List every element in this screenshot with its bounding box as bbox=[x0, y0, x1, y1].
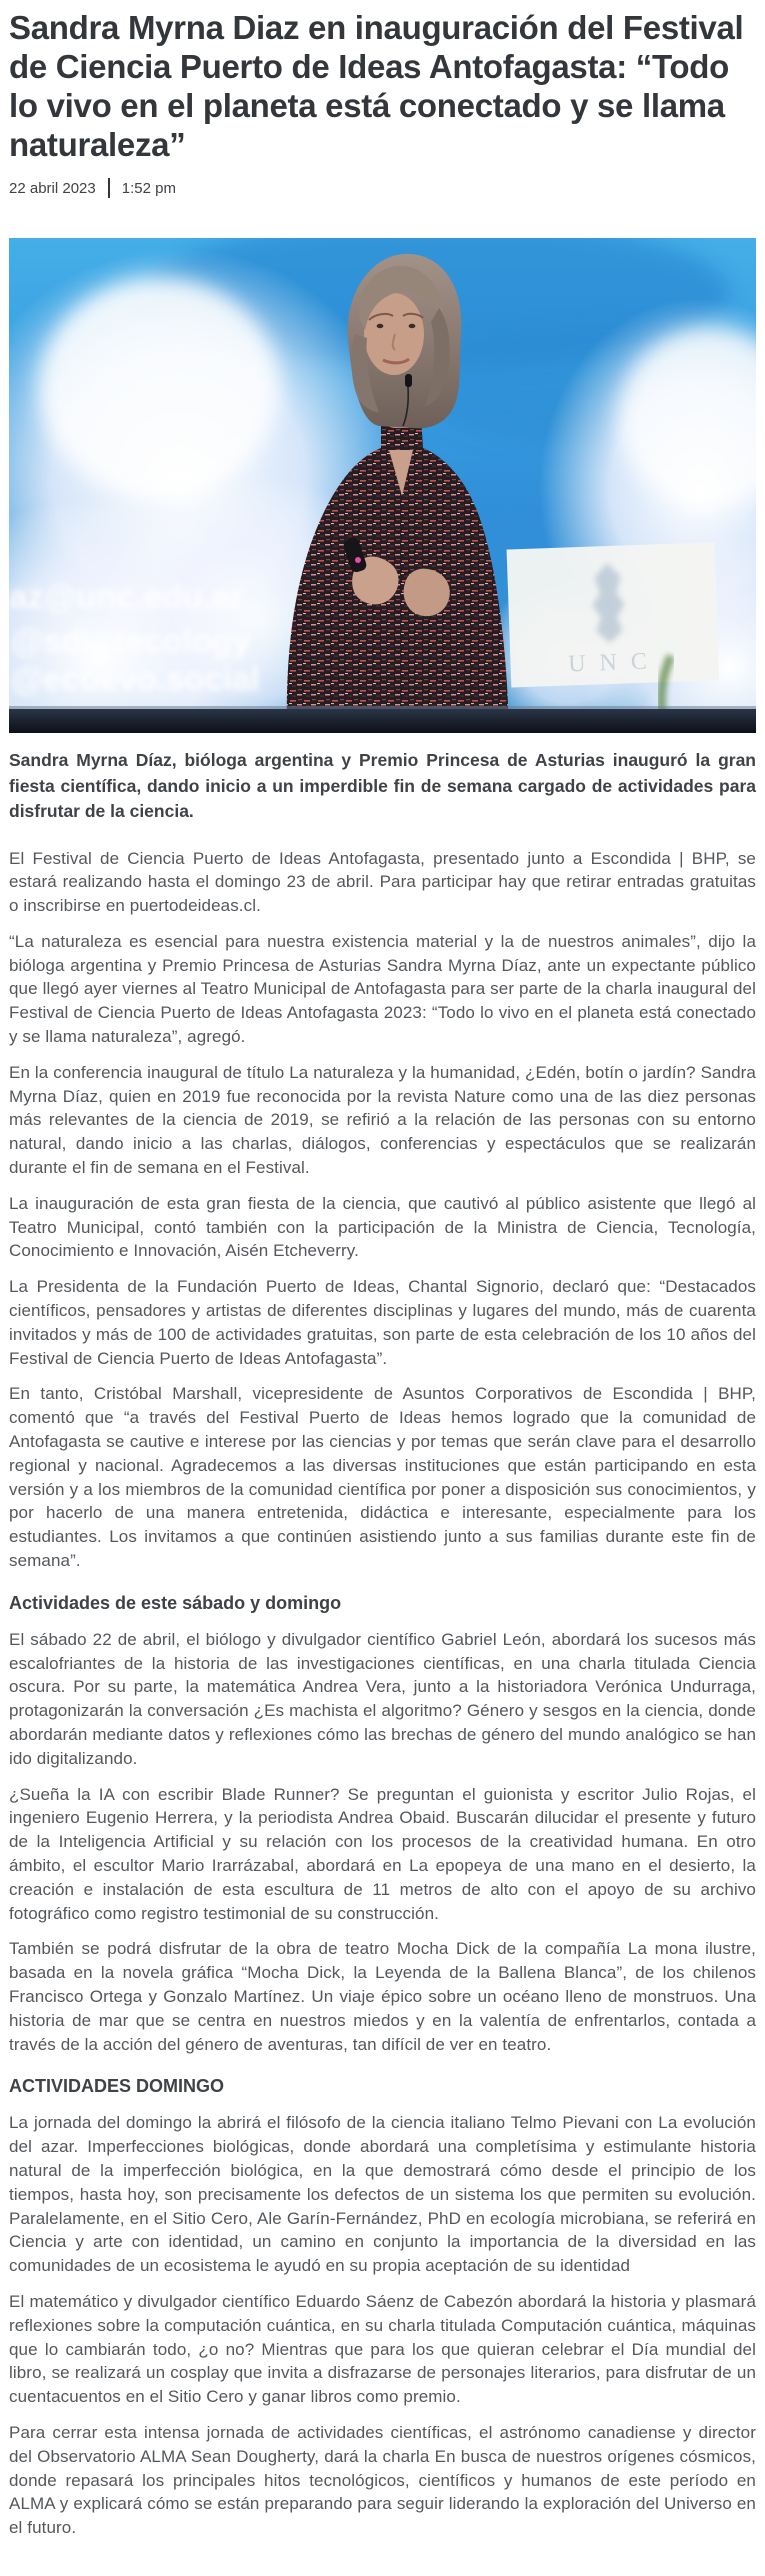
body-paragraph: La jornada del domingo la abrirá el filósofo de la ciencia italiano Telmo Pievani con La evolución del azar. Imperfecciones biológicas, donde abordará una completísima y estimulante historia natural de la imperfección biológica, en la que demostrará cómo desde el principio de los tiempos, hasta hoy, son precisamente los defectos de un sistema los que permiten su evolución. Paralelamente, en el Sitio Cero, Ale Garín-Fernández, PhD en ecología microbiana, se referirá en Ciencia y arte con identidad, un camino en conjunto la importancia de la diversidad en las comunidades de un ecosistema le ayudó en su propia aceptación de su identidad bbox=[9, 2113, 756, 2276]
overlay-twitter: @sdiazecology bbox=[11, 622, 251, 659]
body-paragraph: El sábado 22 de abril, el biólogo y divulgador científico Gabriel León, abordará los sucesos más escalofriantes de la historia de las investigaciones científicas, en una charla titulada Ciencia oscura. Por su parte, la matemática Andrea Vera, junto a la historiadora Verónica Undurraga, protagonizarán la conversación ¿Es machista el algoritmo? Género y sesgos en la ciencia, donde abordarán mediante datos y reflexiones cómo las brechas de género del mundo analógico se han ido digitalizando. bbox=[9, 1629, 756, 1768]
publish-date: 22 abril 2023 bbox=[9, 179, 96, 197]
body-paragraph: La inauguración de esta gran fiesta de la ciencia, que cautivó al público asistente que llegó al Teatro Municipal, contó también con la participación de la Ministra de Ciencia, Tecnología, Conocimiento e Innovación, Aisén Etcheverry. bbox=[9, 1193, 756, 1261]
body-paragraph: Para cerrar esta intensa jornada de actividades científicas, el astrónomo canadiense y director del Observatorio ALMA Sean Dougherty, dará la charla En busca de nuestros orígenes cósmicos, donde repasará los principales hitos tecnológicos, científicos y humanos de este período en ALMA y explicará cómo se están preparando para seguir liderando la exploración del Universo en el futuro. bbox=[9, 2422, 756, 2538]
body-paragraph: El matemático y divulgador científico Eduardo Sáenz de Cabezón abordará la historia y plasmará reflexiones sobre la computación cuántica, en su charla titulada Computación cuántica, máquinas que lo cambiarán todo, ¿o no? Mientras que para los que quieran celebrar el Día mundial del libro, se realizará un cosplay que invita a disfrazarse de personajes literarios, para disfrutar de un cuentacuentos en el Sitio Cero y ganar libros como premio. bbox=[9, 2291, 756, 2407]
section-heading: Actividades de este sábado y domingo bbox=[9, 1592, 342, 1613]
article-body bbox=[9, 847, 756, 2540]
publish-time: 1:52 pm bbox=[121, 179, 176, 197]
body-paragraph: ¿Sueña la IA con escribir Blade Runner? Se preguntan el guionista y escritor Julio Rojas, el ingeniero Eugenio Herrera, y la periodista Andrea Obaid. Buscarán dilucidar el presente y futuro de la Inteligencia Artificial y su relación con los procesos de la creatividad humana. En otro ámbito, el escultor Mario Irarrázabal, abordará en La epopeya de una mano en el desierto, la creación e instalación de esta escultura de 11 metros de alto con el apoyo de su archivo fotográfico como registro testimonial de su construcción. bbox=[9, 1784, 756, 1923]
photo-overlay-text bbox=[9, 578, 260, 697]
overlay-social: @ecoevo.social bbox=[11, 660, 260, 697]
body-paragraph: En tanto, Cristóbal Marshall, vicepresidente de Asuntos Corporativos de Escondida | BHP, comentó que “a través del Festival Puerto de Ideas hemos logrado que la comunidad de Antofagasta se cautive e interese por las ciencias y por temas que serán clave para el desarrollo regional y nacional. Agradecemos a las diversas instituciones que están participando en esta versión y a los miembros de la comunidad científica por poner a disposición sus conocimientos, y por hacerlo de una manera entretenida, didáctica e interesante, especialmente para los estudiantes. Los invitamos a que continúen asistiendo junto a sus familias durante este fin de semana”. bbox=[9, 1384, 756, 1571]
body-paragraph: El Festival de Ciencia Puerto de Ideas Antofagasta, presentado junto a Escondida | BHP, se estará realizando hasta el domingo 23 de abril. Para participar hay que retirar entradas gratuitas o inscribirse en puertodeideas.cl. bbox=[9, 848, 756, 916]
body-paragraph: También se podrá disfrutar de la obra de teatro Mocha Dick de la compañía La mona ilustre, basada en la novela gráfica “Mocha Dick, la Leyenda de la Ballena Blanca”, de los chilenos Francisco Ortega y Gonzalo Martínez. Un viaje épico sobre un océano lleno de monstruos. Una historia de mar que se centra en nuestros miedos y en la valentía de enfrentarlos, contada a través de la acción del género de aventuras, tan difícil de ver en teatro. bbox=[9, 1939, 756, 2054]
section-heading: ACTIVIDADES DOMINGO bbox=[9, 2076, 225, 2097]
page-title: Sandra Myrna Diaz en inauguración del Festival de Ciencia Puerto de Ideas Antofagasta: “Todo lo vivo en el planeta está conectado y se llama naturaleza” bbox=[9, 9, 744, 163]
slide-card bbox=[507, 542, 720, 687]
meta-separator bbox=[108, 178, 110, 198]
photo-illustration bbox=[9, 238, 756, 733]
body-paragraph: La Presidenta de la Fundación Puerto de Ideas, Chantal Signorio, declaró que: “Destacados científicos, pensadores y artistas de diferentes disciplinas y lugares del mundo, más de cuarenta invitados y más de 100 de actividades gratuitas, son parte de esta celebración de los 10 años del Festival de Ciencia Puerto de Ideas Antofagasta”. bbox=[9, 1277, 756, 1368]
overlay-email: az@unc.edu.ar bbox=[9, 578, 243, 615]
article-photo bbox=[9, 238, 756, 733]
body-paragraph: En la conferencia inaugural de título La naturaleza y la humanidad, ¿Edén, botín o jardín? Sandra Myrna Díaz, quien en 2019 fue reconocida por la revista Nature como una de las diez personas más relevantes de la ciencia de 2019, se refirió a la relación de las personas con su entorno natural, dando inicio a las charlas, diálogos, conferencias y espectáculos que se realizarán durante el fin de semana en el Festival. bbox=[9, 1062, 756, 1178]
svg-text:UNC: UNC bbox=[567, 648, 662, 678]
body-paragraph: “La naturaleza es esencial para nuestra existencia material y la de nuestros animales”, dijo la bióloga argentina y Premio Princesa de Asturias Sandra Myrna Díaz, ante un expectante público que llegó ayer viernes al Teatro Municipal de Antofagasta para ser parte de la charla inaugural del Festival de Ciencia Puerto de Ideas Antofagasta 2023: “Todo lo vivo en el planeta está conectado y se llama naturaleza”, agregó. bbox=[9, 931, 756, 1047]
stage-front bbox=[9, 709, 756, 733]
article-meta bbox=[9, 178, 756, 198]
photo-caption: Sandra Myrna Díaz, bióloga argentina y Premio Princesa de Asturias inauguró la gran fiesta científica, dando inicio a un imperdible fin de semana cargado de actividades para disfrutar de la ciencia. bbox=[9, 750, 756, 821]
